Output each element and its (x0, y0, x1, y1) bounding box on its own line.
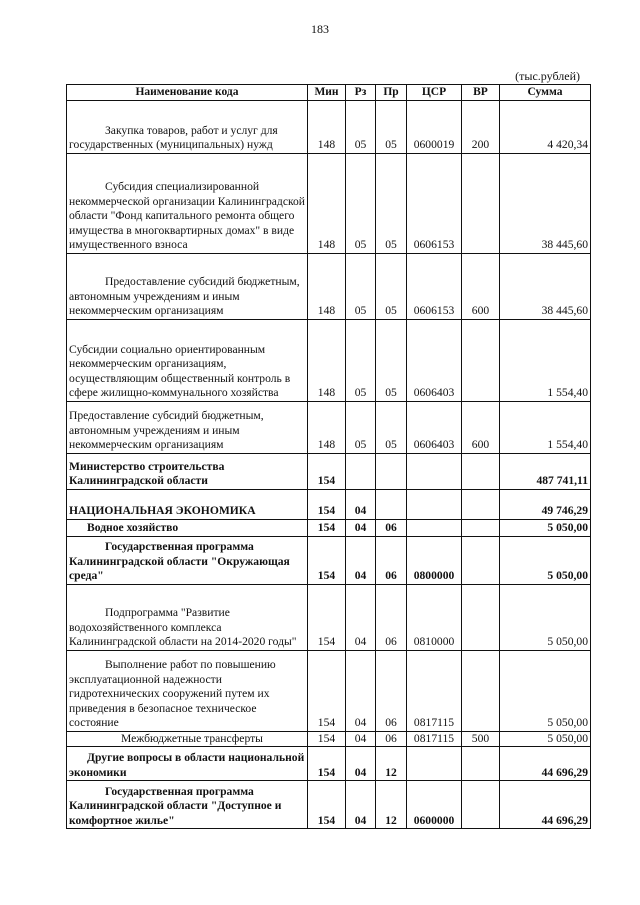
row-rz: 04 (346, 781, 376, 829)
row-csr: 0817115 (407, 731, 462, 747)
row-sum: 44 696,29 (500, 781, 591, 829)
row-vr: 200 (462, 100, 500, 153)
units-label: (тыс.рублей) (515, 69, 580, 83)
row-csr: 0800000 (407, 536, 462, 584)
row-name: Предоставление субсидий бюджетным, автономным учреждениям и иным некоммерческим организациям (67, 401, 308, 453)
row-rz: 04 (346, 489, 376, 519)
col-header-sum: Сумма (500, 85, 591, 101)
row-csr: 0817115 (407, 650, 462, 731)
row-pr: 05 (376, 401, 407, 453)
row-pr: 06 (376, 584, 407, 650)
row-vr (462, 781, 500, 829)
row-rz: 04 (346, 536, 376, 584)
col-header-vr: ВР (462, 85, 500, 101)
table-row (67, 584, 591, 650)
row-sum: 38 445,60 (500, 153, 591, 253)
table-row (67, 747, 591, 781)
row-sum: 44 696,29 (500, 747, 591, 781)
table-row (67, 781, 591, 829)
page-number: 183 (311, 22, 329, 36)
row-sum: 1 554,40 (500, 401, 591, 453)
row-sum: 5 050,00 (500, 650, 591, 731)
budget-table (66, 84, 591, 829)
row-min: 148 (308, 100, 346, 153)
row-name: Закупка товаров, работ и услуг для государственных (муниципальных) нужд (67, 100, 308, 153)
row-sum: 5 050,00 (500, 536, 591, 584)
row-min: 154 (308, 519, 346, 536)
table-row (67, 650, 591, 731)
table-row (67, 153, 591, 253)
row-name: Предоставление субсидий бюджетным, автономным учреждениям и иным некоммерческим организациям (67, 253, 308, 319)
row-csr (407, 747, 462, 781)
row-min: 148 (308, 319, 346, 401)
row-name: Государственная программа Калининградской области "Доступное и комфортное жилье" (67, 781, 308, 829)
col-header-min: Мин (308, 85, 346, 101)
row-pr: 05 (376, 253, 407, 319)
col-header-pr: Пр (376, 85, 407, 101)
table-row (67, 453, 591, 489)
row-vr (462, 536, 500, 584)
row-name: Другие вопросы в области национальной экономики (67, 747, 308, 781)
col-header-csr: ЦСР (407, 85, 462, 101)
row-vr (462, 519, 500, 536)
table-header-row (67, 85, 591, 101)
row-rz: 04 (346, 731, 376, 747)
table-row (67, 253, 591, 319)
row-rz: 04 (346, 584, 376, 650)
row-vr (462, 650, 500, 731)
row-rz: 05 (346, 319, 376, 401)
row-pr: 06 (376, 519, 407, 536)
row-name: НАЦИОНАЛЬНАЯ ЭКОНОМИКА (67, 489, 308, 519)
row-min: 154 (308, 781, 346, 829)
row-csr: 0606403 (407, 401, 462, 453)
row-csr (407, 489, 462, 519)
row-pr: 05 (376, 319, 407, 401)
row-csr: 0600000 (407, 781, 462, 829)
row-sum: 4 420,34 (500, 100, 591, 153)
row-rz: 04 (346, 650, 376, 731)
table-row (67, 519, 591, 536)
row-sum: 5 050,00 (500, 731, 591, 747)
table-row (67, 100, 591, 153)
row-csr: 0606153 (407, 253, 462, 319)
row-min: 148 (308, 401, 346, 453)
row-min: 148 (308, 253, 346, 319)
row-name: Министерство строительства Калининградской области (67, 453, 308, 489)
row-sum: 38 445,60 (500, 253, 591, 319)
row-name: Межбюджетные трансферты (67, 731, 308, 747)
row-rz: 05 (346, 153, 376, 253)
row-csr (407, 453, 462, 489)
col-header-name: Наименование кода (67, 85, 308, 101)
row-rz: 05 (346, 100, 376, 153)
table-row (67, 319, 591, 401)
row-rz: 05 (346, 401, 376, 453)
row-sum: 49 746,29 (500, 489, 591, 519)
row-csr (407, 519, 462, 536)
table-row (67, 536, 591, 584)
row-name: Субсидия специализированной некоммерческой организации Калининградской области "Фонд капитального ремонта общего имущества в многоквартирных домах" в виде имущественного взноса (67, 153, 308, 253)
row-csr: 0606153 (407, 153, 462, 253)
row-vr: 600 (462, 253, 500, 319)
row-csr: 0600019 (407, 100, 462, 153)
table-row (67, 489, 591, 519)
row-pr: 06 (376, 650, 407, 731)
row-pr (376, 489, 407, 519)
row-csr: 0606403 (407, 319, 462, 401)
row-pr: 12 (376, 781, 407, 829)
col-header-rz: Рз (346, 85, 376, 101)
table-row (67, 731, 591, 747)
row-name: Государственная программа Калининградской области "Окружающая среда" (67, 536, 308, 584)
row-min: 154 (308, 453, 346, 489)
row-vr: 500 (462, 731, 500, 747)
row-rz (346, 453, 376, 489)
row-min: 154 (308, 731, 346, 747)
row-pr (376, 453, 407, 489)
row-sum: 487 741,11 (500, 453, 591, 489)
row-name: Выполнение работ по повышению эксплуатационной надежности гидротехнических сооружений путем их приведения в безопасное техническое состояние (67, 650, 308, 731)
row-rz: 04 (346, 519, 376, 536)
row-pr: 05 (376, 100, 407, 153)
row-name: Водное хозяйство (67, 519, 308, 536)
row-min: 154 (308, 536, 346, 584)
row-sum: 1 554,40 (500, 319, 591, 401)
row-sum: 5 050,00 (500, 584, 591, 650)
row-min: 154 (308, 584, 346, 650)
row-min: 148 (308, 153, 346, 253)
row-vr (462, 319, 500, 401)
row-pr: 12 (376, 747, 407, 781)
row-min: 154 (308, 650, 346, 731)
row-vr (462, 153, 500, 253)
row-vr (462, 453, 500, 489)
row-min: 154 (308, 747, 346, 781)
row-vr (462, 747, 500, 781)
row-name: Подпрограмма "Развитие водохозяйственного комплекса Калининградской области на 2014-2020 годы" (67, 584, 308, 650)
row-vr (462, 489, 500, 519)
row-rz: 05 (346, 253, 376, 319)
row-pr: 05 (376, 153, 407, 253)
table-row (67, 401, 591, 453)
row-sum: 5 050,00 (500, 519, 591, 536)
row-name: Субсидии социально ориентированным некоммерческим организациям, осуществляющим общественный контроль в сфере жилищно-коммунального хозяйства (67, 319, 308, 401)
row-pr: 06 (376, 536, 407, 584)
row-vr (462, 584, 500, 650)
row-rz: 04 (346, 747, 376, 781)
row-pr: 06 (376, 731, 407, 747)
row-csr: 0810000 (407, 584, 462, 650)
row-min: 154 (308, 489, 346, 519)
row-vr: 600 (462, 401, 500, 453)
